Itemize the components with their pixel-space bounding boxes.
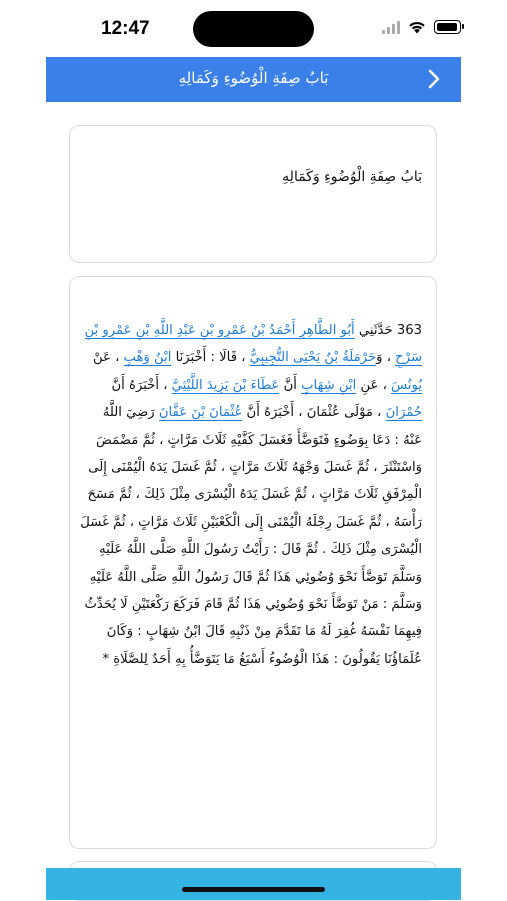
hadith-text-part: رَضِيَ اللَّهُ عَنْهُ : دَعَا بِوَضُوءٍ فَتَوَضَّأَ فَغَسَلَ كَفَّيْهِ ثَلَاثَ مَرَّاتٍ ، ثُمَّ مَضْمَضَ وَاسْتَنْثَرَ ، ثُمَّ غَسَلَ وَجْهَهُ ثَلَاثَ مَرَّاتٍ ، ثُمَّ غَسَلَ يَدَهُ الْيُمْنَى إِلَى الْمِرْفَقِ ثَلَاثَ مَرَّاتٍ ، ثُمَّ غَسَلَ يَدَهُ الْيُسْرَى مِثْلَ ذَلِكَ ، ثُمَّ مَسَحَ رَأْسَهُ ، ثُمَّ غَسَلَ رِجْلَهُ الْيُمْنَى إِلَى الْكَعْبَيْنِ ثَلَاثَ مَرَّاتٍ ، ثُمَّ غَسَلَ الْيُسْرَى مِثْلَ ذَلِكَ . ثُمَّ قَالَ : رَأَيْتُ رَسُولَ اللَّهِ صَلَّى اللَّهُ عَلَيْهِ وَسَلَّمَ تَوَضَّأَ نَحْوَ وُضُوئِي هَذَا ثُمَّ قَالَ رَسُولُ اللَّهِ صَلَّى اللَّهُ عَلَيْهِ وَسَلَّمَ : مَنْ تَوَضَّأَ نَحْوَ وُضُوئِي هَذَا ثُمَّ قَامَ فَرَكَعَ رَكْعَتَيْنِ لَا يُحَدِّثُ فِيهِمَا نَفْسَهُ غُفِرَ لَهُ مَا تَقَدَّمَ مِنْ ذَنْبِهِ قَالَ ابْنُ شِهَابٍ : وَكَانَ عُلَمَاؤُنَا يَقُولُونَ : هَذَا الْوُضُوءُ أَسْبَغُ مَا يَتَوَضَّأُ بِهِ أَحَدٌ لِلصَّلَاةِ * <box>80 405 422 667</box>
hadith-text-part: ، أَخْبَرَهُ أَنَّ <box>111 377 172 393</box>
status-time: 12:47 <box>101 18 150 39</box>
hadith-text <box>70 277 436 673</box>
hadith-number: 363 <box>396 323 422 338</box>
narrator-link[interactable]: ابْنُ وَهْبٍ <box>123 350 172 366</box>
hadith-text-part: أَنَّ <box>279 377 302 393</box>
chapter-card <box>69 125 437 263</box>
system-icons <box>382 20 461 34</box>
battery-icon <box>434 20 461 34</box>
narrator-link[interactable]: يُونُسَ <box>391 377 422 393</box>
hadith-text-part: ، عَنِ <box>356 377 392 393</box>
hadith-card <box>69 276 437 849</box>
back-button[interactable] <box>421 66 447 92</box>
hadith-text-part: حَدَّثَنِي <box>354 323 393 338</box>
hadith-text-part: ، مَوْلَى عُثْمَانَ ، أَخْبَرَهُ أَنَّ <box>242 405 386 421</box>
status-bar <box>0 0 507 58</box>
chevron-right-icon <box>427 69 441 89</box>
narrator-link[interactable]: عَطَاءَ بْنَ يَزِيدَ اللَّيْثِيَّ <box>171 377 280 393</box>
narrator-link[interactable]: أَبُو الطَّاهِرِ أَحْمَدُ بْنُ عَمْرِو بْنِ عَبْدِ اللَّهِ بْنِ عَمْرِو بْنِ سَرْحٍ <box>84 323 422 366</box>
app-header <box>46 57 461 102</box>
home-indicator <box>182 887 325 892</box>
cellular-signal-icon <box>382 20 400 34</box>
narrator-link[interactable]: ابْنِ شِهَابٍ <box>301 377 357 393</box>
bottom-bar <box>46 868 461 900</box>
hadith-text-part: ، وَ <box>376 350 396 366</box>
hadith-text-part: ، قَالَا : أَخْبَرَنَا <box>171 350 250 366</box>
narrator-link[interactable]: حُمْرَانَ <box>385 405 422 421</box>
page-title: بَابُ صِفَةِ الْوُضُوءِ وَكَمَالِهِ <box>178 69 329 87</box>
dynamic-island <box>193 11 314 47</box>
narrator-link[interactable]: عُثْمَانَ بْنَ عَفَّانَ <box>158 405 243 421</box>
hadith-text-part: ، عَنْ <box>92 350 124 366</box>
narrator-link[interactable]: حَرْمَلَةُ بْنُ يَحْيَى التُّجِيبِيُّ <box>249 350 377 366</box>
wifi-icon <box>408 20 426 34</box>
chapter-title: بَابُ صِفَةِ الْوُضُوءِ وَكَمَالِهِ <box>282 169 422 185</box>
